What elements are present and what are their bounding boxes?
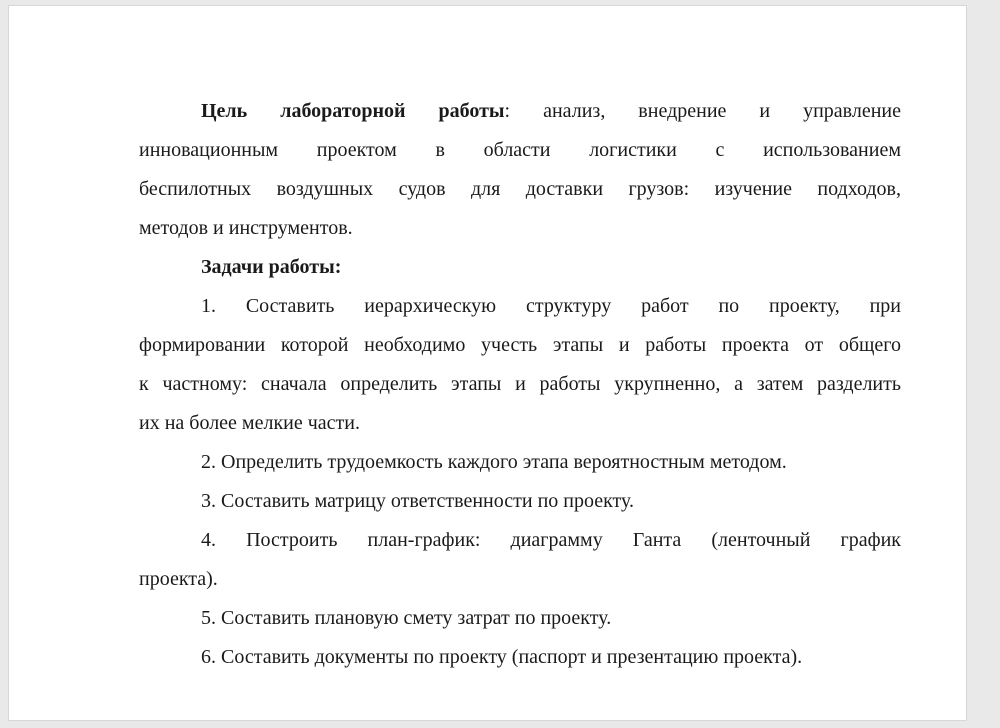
document-body bbox=[139, 92, 901, 677]
text-segment: 2. Определить трудоемкость каждого этапа вероятностным методом. bbox=[201, 451, 787, 473]
paragraph-task-5 bbox=[139, 599, 901, 638]
text-line bbox=[139, 599, 901, 638]
text-segment: методов и инструментов. bbox=[139, 217, 353, 239]
bold-text-segment: Задачи работы: bbox=[201, 256, 342, 278]
text-segment: : анализ, внедрение и управление bbox=[504, 100, 901, 122]
text-segment: 1. Составить иерархическую структуру работ по проекту, при bbox=[201, 295, 901, 317]
text-segment: 6. Составить документы по проекту (паспорт и презентацию проекта). bbox=[201, 646, 803, 668]
text-line bbox=[139, 131, 901, 170]
text-line bbox=[139, 209, 901, 248]
text-line bbox=[139, 521, 901, 560]
text-segment: их на более мелкие части. bbox=[139, 412, 360, 434]
text-segment: беспилотных воздушных судов для доставки грузов: изучение подходов, bbox=[139, 178, 901, 200]
paragraph-goal-paragraph bbox=[139, 92, 901, 248]
text-line bbox=[139, 443, 901, 482]
text-line bbox=[139, 404, 901, 443]
bold-text-segment: Цель лабораторной работы bbox=[201, 100, 505, 122]
text-segment: проекта). bbox=[139, 568, 218, 590]
paragraph-task-4 bbox=[139, 521, 901, 599]
text-segment: 3. Составить матрицу ответственности по проекту. bbox=[201, 490, 635, 512]
paragraph-task-6 bbox=[139, 638, 901, 677]
text-segment: инновационным проектом в области логистики с использованием bbox=[139, 139, 901, 161]
text-segment: 4. Построить план-график: диаграмму Ганта (ленточный график bbox=[201, 529, 901, 551]
text-segment: к частному: сначала определить этапы и работы укрупненно, а затем разделить bbox=[139, 373, 901, 395]
paragraph-task-2 bbox=[139, 443, 901, 482]
text-line bbox=[139, 92, 901, 131]
paragraph-task-1 bbox=[139, 287, 901, 443]
document-page[interactable] bbox=[8, 5, 967, 721]
text-segment: 5. Составить плановую смету затрат по проекту. bbox=[201, 607, 612, 629]
text-line bbox=[139, 560, 901, 599]
paragraph-tasks-heading bbox=[139, 248, 901, 287]
text-line bbox=[139, 365, 901, 404]
text-line bbox=[139, 326, 901, 365]
paragraph-task-3 bbox=[139, 482, 901, 521]
text-line bbox=[139, 287, 901, 326]
text-line bbox=[139, 638, 901, 677]
text-line bbox=[139, 482, 901, 521]
text-line bbox=[139, 170, 901, 209]
text-line bbox=[139, 248, 901, 287]
text-segment: формировании которой необходимо учесть этапы и работы проекта от общего bbox=[139, 334, 901, 356]
